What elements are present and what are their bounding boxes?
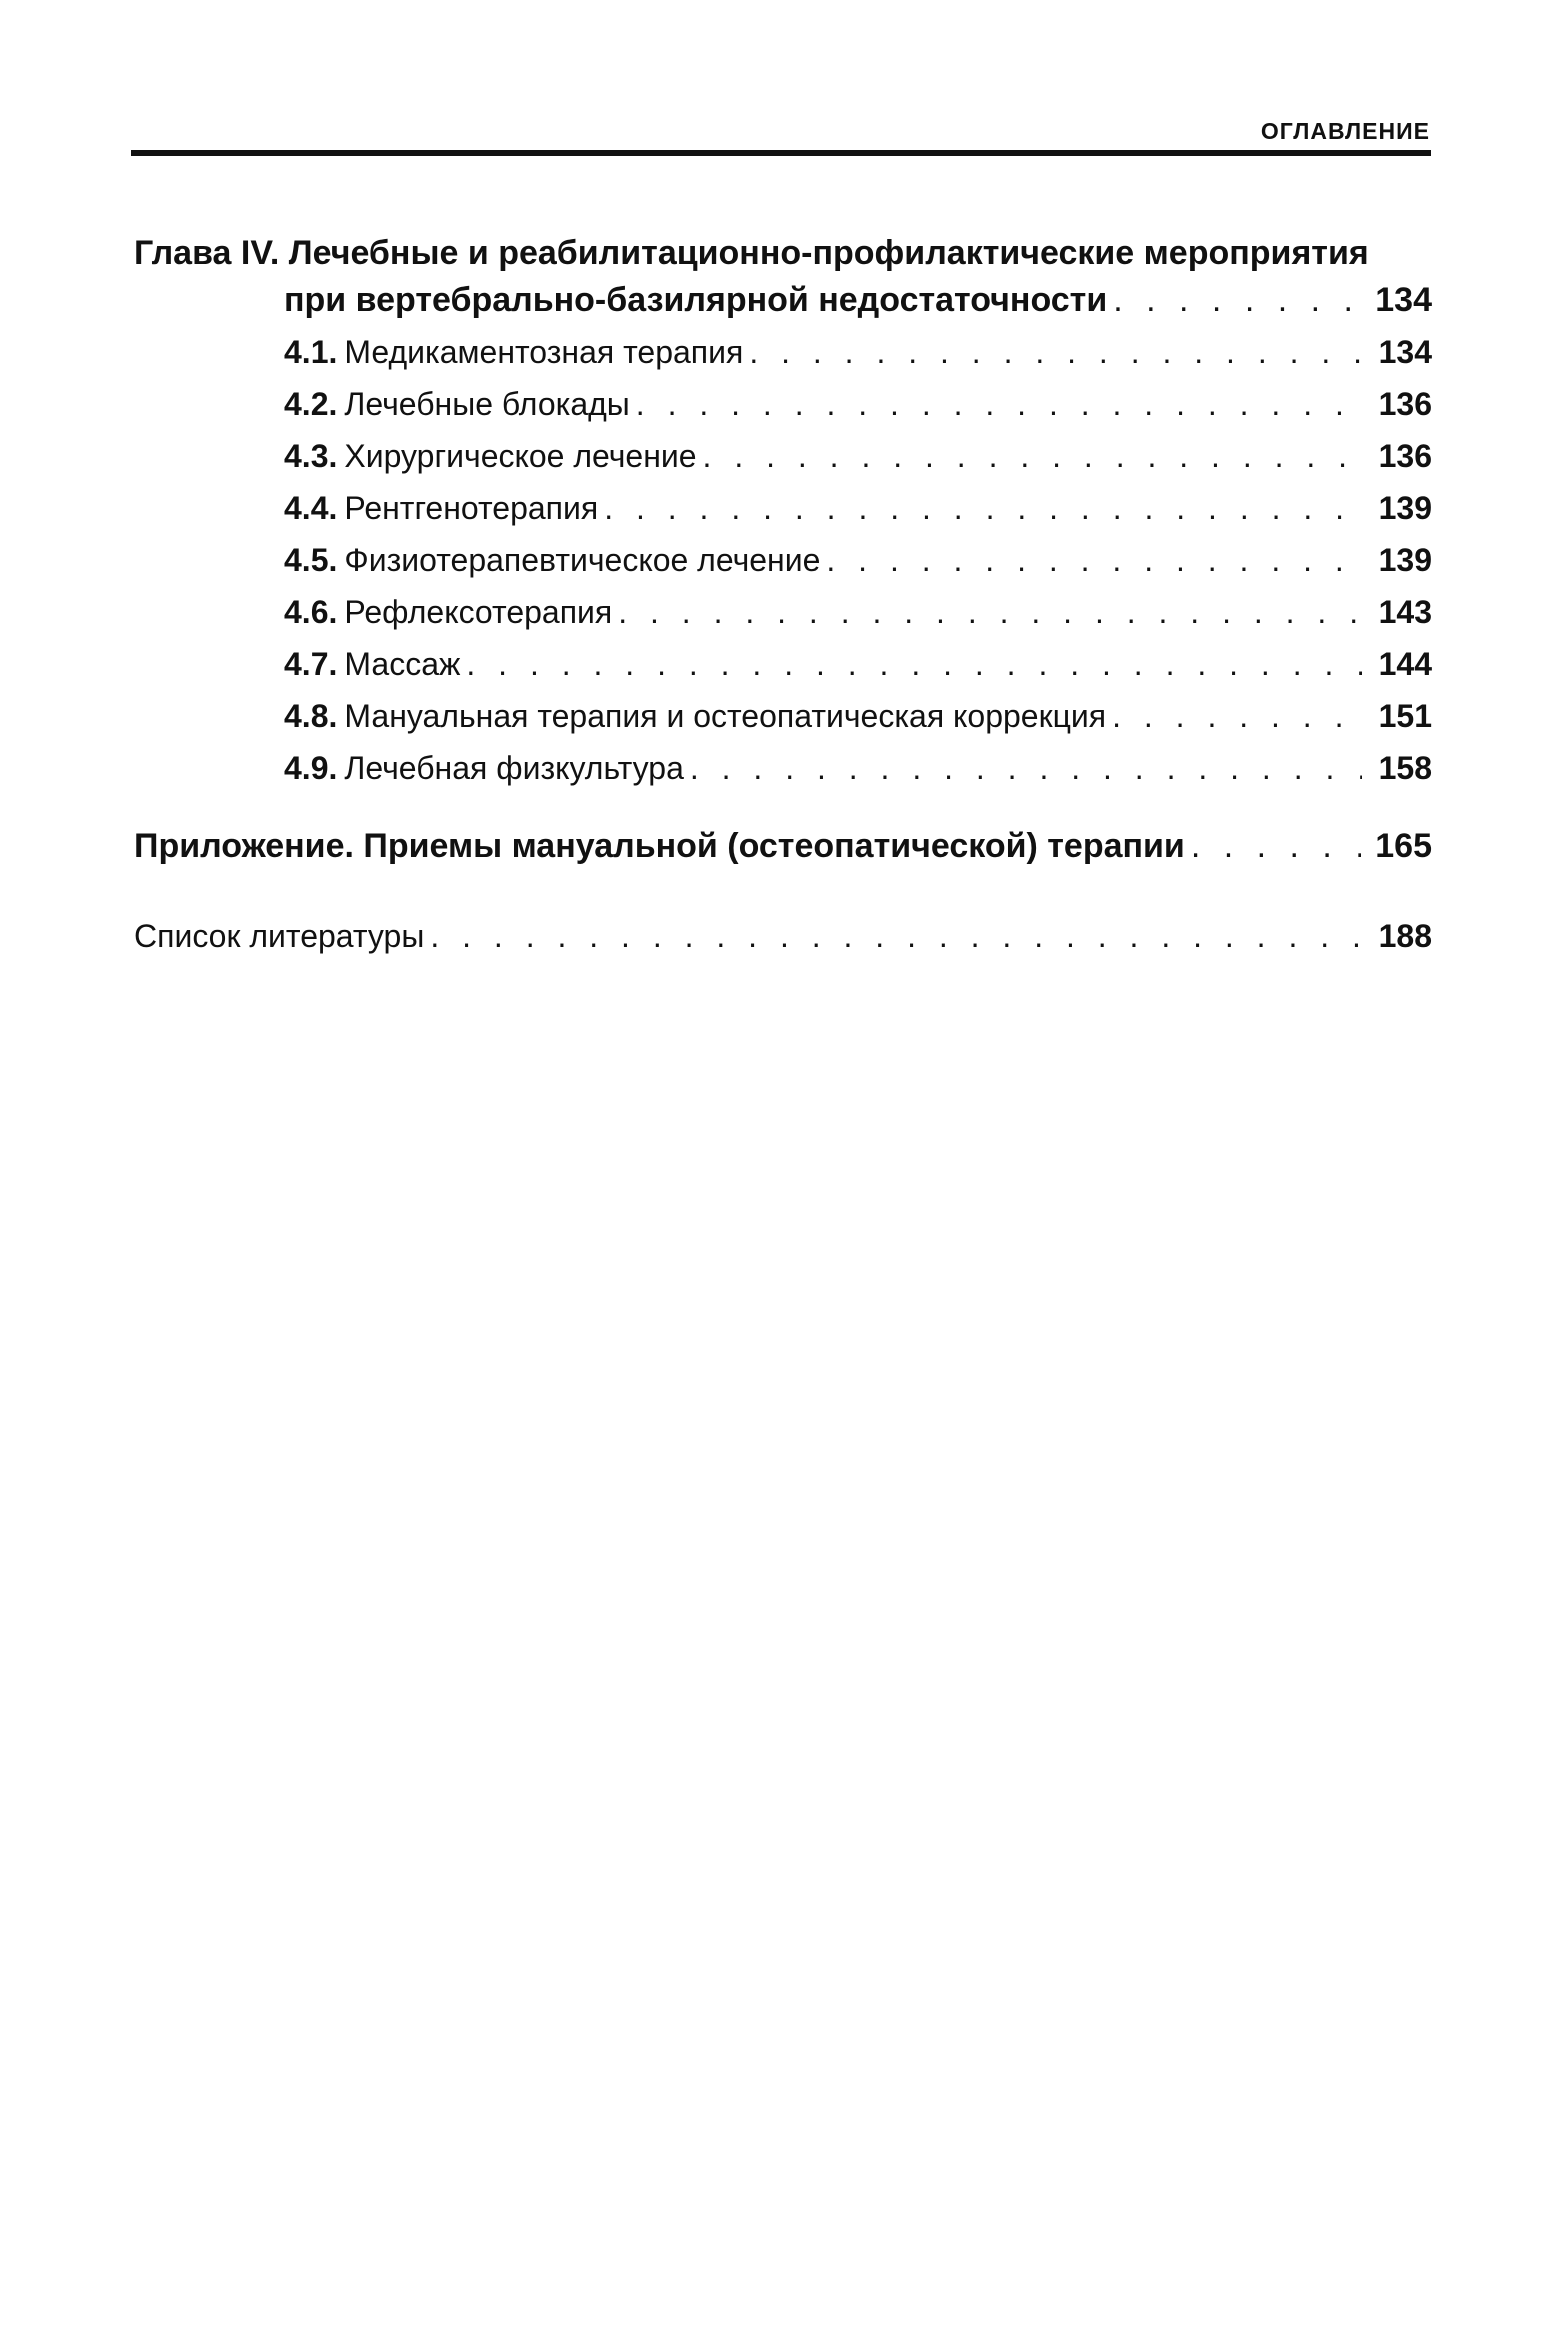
page-number: 143 <box>1378 594 1432 630</box>
page-number: 136 <box>1378 438 1432 474</box>
page-number: 158 <box>1378 750 1432 786</box>
dot-leader <box>826 534 1362 586</box>
chapter-title-line1: Глава IV. Лечебные и реабилитационно-профилактические мероприятия <box>134 234 1369 272</box>
toc-entry-4-7[interactable] <box>134 638 1432 690</box>
section-title: Рефлексотерапия <box>344 594 613 630</box>
appendix-title: Приложение. Приемы мануальной (остеопатической) терапии <box>134 827 1185 865</box>
page-number: 139 <box>1378 490 1432 526</box>
section-title: Рентгенотерапия <box>344 490 599 526</box>
dot-leader <box>618 586 1362 638</box>
chapter-title-line2: при вертебрально-базилярной недостаточности <box>284 281 1108 319</box>
section-number: 4.4. <box>284 490 338 526</box>
section-number: 4.9. <box>284 750 338 786</box>
toc-entry-4-9[interactable] <box>134 742 1432 794</box>
dot-leader <box>1191 820 1361 872</box>
section-title: Медикаментозная терапия <box>344 334 744 370</box>
toc-entry-4-6[interactable] <box>134 586 1432 638</box>
section-title: Массаж <box>344 646 461 682</box>
table-of-contents <box>134 232 1432 962</box>
toc-entry-4-1[interactable] <box>134 326 1432 378</box>
page-number: 165 <box>1375 827 1432 865</box>
dot-leader <box>636 378 1362 430</box>
section-number: 4.3. <box>284 438 338 474</box>
header-rule <box>131 150 1431 156</box>
toc-entry-4-3[interactable] <box>134 430 1432 482</box>
dot-leader <box>604 482 1362 534</box>
running-head-title: ОГЛАВЛЕНИЕ <box>1260 118 1430 144</box>
toc-entry-4-2[interactable] <box>134 378 1432 430</box>
section-title: Мануальная терапия и остеопатическая коррекция <box>344 698 1107 734</box>
dot-leader <box>690 742 1362 794</box>
dot-leader <box>466 638 1362 690</box>
dot-leader <box>430 910 1362 962</box>
section-title: Лечебная физкультура <box>344 750 684 786</box>
section-number: 4.6. <box>284 594 338 630</box>
toc-entry-4-4[interactable] <box>134 482 1432 534</box>
section-number: 4.7. <box>284 646 338 682</box>
section-title: Физиотерапевтическое лечение <box>344 542 821 578</box>
page-number: 134 <box>1378 334 1432 370</box>
section-title: Хирургическое лечение <box>344 438 697 474</box>
page-number: 188 <box>1378 918 1432 954</box>
page-number: 136 <box>1378 386 1432 422</box>
page-number: 134 <box>1375 281 1432 319</box>
bibliography-title: Список литературы <box>134 918 425 954</box>
toc-entry-4-5[interactable] <box>134 534 1432 586</box>
toc-entry-appendix[interactable] <box>134 820 1432 872</box>
page-number: 151 <box>1378 698 1432 734</box>
section-number: 4.8. <box>284 698 338 734</box>
chapter-entry[interactable] <box>134 274 1432 326</box>
page-number: 139 <box>1378 542 1432 578</box>
toc-entry-bibliography[interactable] <box>134 910 1432 962</box>
toc-entry-4-8[interactable] <box>134 690 1432 742</box>
dot-leader <box>1112 690 1362 742</box>
section-number: 4.2. <box>284 386 338 422</box>
dot-leader <box>749 326 1362 378</box>
dot-leader <box>1113 274 1361 326</box>
section-title: Лечебные блокады <box>344 386 630 422</box>
dot-leader <box>703 430 1362 482</box>
section-number: 4.5. <box>284 542 338 578</box>
section-number: 4.1. <box>284 334 338 370</box>
page-number: 144 <box>1378 646 1432 682</box>
